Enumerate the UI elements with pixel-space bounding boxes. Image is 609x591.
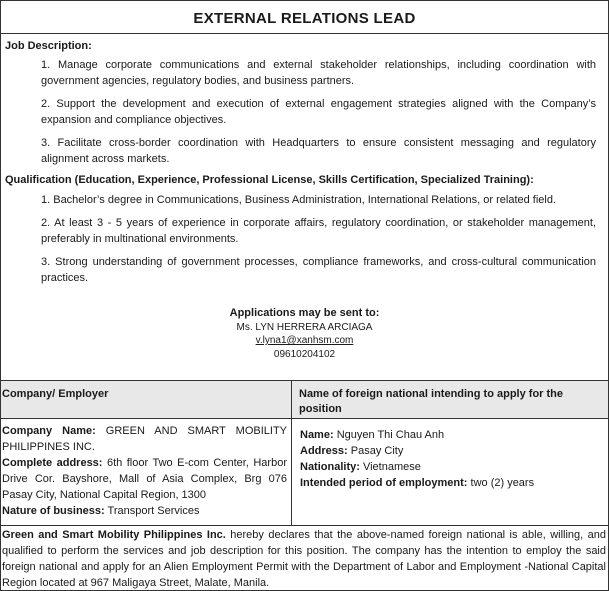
qualification-heading: Qualification (Education, Experience, Professional License, Skills Certification, Specialized Training): bbox=[5, 174, 534, 186]
company-address-value: 6th floor Two E-com Center, Harbor Drive Cor. Bayshore, Mall of Asia Complex, Brg 076 Pasay City, National Capital Region, 1300 bbox=[2, 457, 287, 501]
employer-details bbox=[1, 419, 291, 519]
document-title: EXTERNAL RELATIONS LEAD bbox=[1, 1, 608, 34]
nationality-value: Vietnamese bbox=[362, 461, 421, 473]
job-description-item-3: 3. Facilitate cross-border coordination with Headquarters to ensure consistent messaging and regulatory alignment across markets. bbox=[41, 137, 596, 165]
qualification-item-1: 1. Bachelor’s degree in Communications, Business Administration, International Relations, or related field. bbox=[41, 194, 557, 206]
foreign-national-details bbox=[292, 419, 608, 491]
company-name-value: GREEN AND SMART MOBILITY PHILIPPINES INC. bbox=[2, 425, 287, 453]
business-nature-label: Nature of business: bbox=[2, 505, 105, 517]
national-address-value: Pasay City bbox=[350, 445, 404, 457]
declaration-text: hereby declares that the above-named foreign national is able, willing, and qualified to perform the services and job description for this position. The company has the intention to employ the said foreign national and apply for an Alien Employment Permit with the Department of Labor and Employment -National Capital Region located at 967 Maligaya Street, Malate, Manila. bbox=[2, 529, 606, 589]
job-description-heading: Job Description: bbox=[5, 40, 92, 52]
employer-foreign-national-table bbox=[1, 380, 608, 526]
foreign-national-header: Name of foreign national intending to apply for the position bbox=[292, 381, 608, 419]
declaration-company: Green and Smart Mobility Philippines Inc. bbox=[2, 529, 226, 541]
national-name-value: Nguyen Thi Chau Anh bbox=[336, 429, 445, 441]
business-nature-value: Transport Services bbox=[107, 505, 200, 517]
employment-period-label: Intended period of employment: bbox=[300, 477, 468, 489]
national-address-label: Address: bbox=[300, 445, 348, 457]
contact-email-link[interactable]: v.lyna1@xanhsm.com bbox=[255, 335, 354, 346]
declaration-paragraph bbox=[1, 527, 608, 591]
employment-period-value: two (2) years bbox=[470, 477, 535, 489]
company-address-label: Complete address: bbox=[2, 457, 103, 469]
company-name-label: Company Name: bbox=[2, 425, 96, 437]
national-name-label: Name: bbox=[300, 429, 334, 441]
employer-header: Company/ Employer bbox=[1, 381, 291, 419]
foreign-national-column bbox=[292, 381, 608, 525]
contact-phone: 09610204102 bbox=[273, 348, 336, 360]
applications-contact bbox=[1, 307, 608, 361]
contact-name: Ms. LYN HERRERA ARCIAGA bbox=[236, 321, 373, 333]
employer-column bbox=[1, 381, 292, 525]
qualification-item-2: 2. At least 3 - 5 years of experience in corporate affairs, regulatory coordination, or stakeholder management, preferably in multinational environments. bbox=[41, 217, 596, 245]
qualification-item-3: 3. Strong understanding of government processes, compliance frameworks, and cross-cultural communication practices. bbox=[41, 256, 596, 284]
job-description-item-2: 2. Support the development and execution of external engagement strategies aligned with the Company’s expansion and compliance objectives. bbox=[41, 98, 596, 126]
nationality-label: Nationality: bbox=[300, 461, 360, 473]
applications-heading: Applications may be sent to: bbox=[229, 307, 380, 319]
job-description-item-1: 1. Manage corporate communications and external stakeholder relationships, including coordination with government agencies, regulatory bodies, and business partners. bbox=[41, 59, 596, 87]
